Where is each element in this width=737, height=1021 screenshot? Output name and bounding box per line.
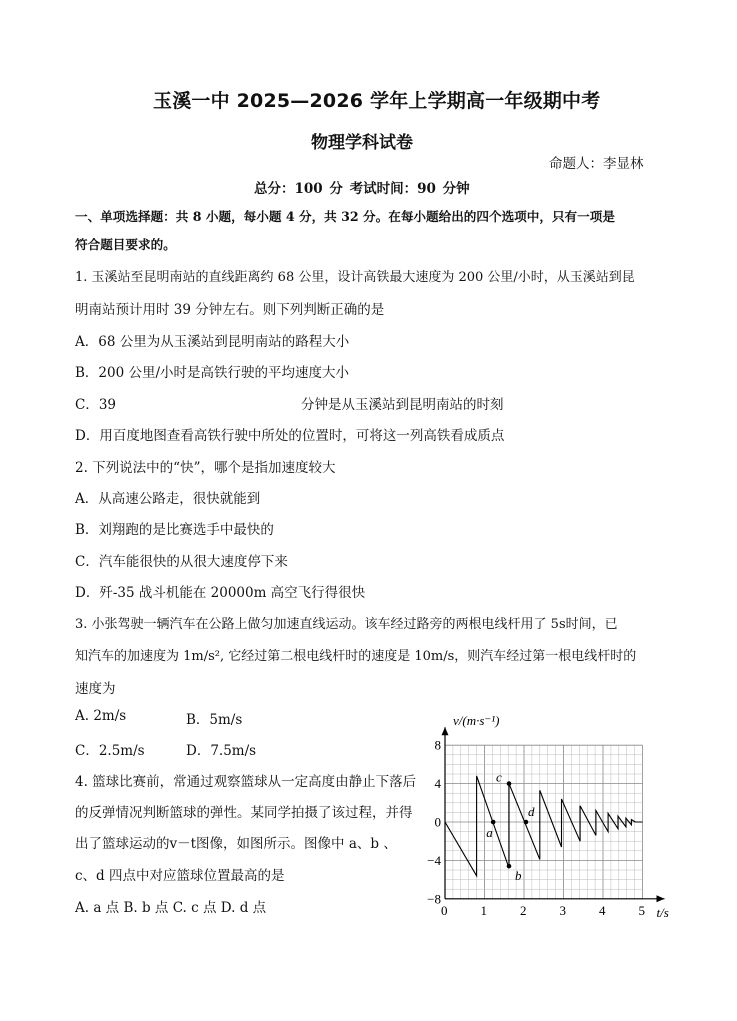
y-tick-label: −8 <box>427 891 441 907</box>
x-tick-label: 0 <box>441 902 448 918</box>
q2-stem: 2. 下列说法中的“快”，哪个是指加速度较大 <box>75 460 336 476</box>
point-c <box>507 781 512 786</box>
q3-option-d: D．7.5m/s <box>186 743 257 759</box>
exam-score-time: 总分：100 分 考试时间：90 分钟 <box>254 181 470 197</box>
q3-option-b: B．5m/s <box>186 712 243 728</box>
q1-stem-line1: 1. 玉溪站至昆明南站的直线距离约 68 公里，设计高铁最大速度为 200 公里/小时，从玉溪站到昆 <box>75 270 635 285</box>
q1-option-c-prefix: C．39 <box>75 397 117 413</box>
q3-option-c: C．2.5m/s <box>75 743 145 759</box>
q4-options: A. a 点 B. b 点 C. c 点 D. d 点 <box>75 900 267 916</box>
q4-stem-line3: 出了篮球运动的v－t图像，如图所示。图像中 a、b 、 <box>75 836 397 852</box>
x-tick-label: 4 <box>599 902 606 918</box>
q3-stem-line3: 速度为 <box>75 681 116 697</box>
point-a <box>491 820 496 825</box>
y-tick-label: 8 <box>434 737 441 753</box>
section1-line1: 一、单项选择题：共 8 小题，每小题 4 分，共 32 分。在每小题给出的四个选项中，只有一项是 <box>75 209 615 224</box>
chart-axes <box>442 727 665 902</box>
exam-title: 玉溪一中 2025—2026 学年上学期高一年级期中考 <box>153 90 601 112</box>
q4-stem-line2: 的反弹情况判断篮球的弹性。某同学拍摄了该过程，并得 <box>75 805 413 821</box>
exam-author: 命题人：李显林 <box>549 156 644 172</box>
q4-stem-line1: 4. 篮球比赛前，常通过观察篮球从一定高度由静止下落后 <box>75 774 417 790</box>
exam-subtitle: 物理学科试卷 <box>311 133 413 153</box>
q1-option-a: A．68 公里为从玉溪站到昆明南站的路程大小 <box>75 334 350 350</box>
y-axis-arrow <box>442 727 449 735</box>
q2-option-a: A．从高速公路走，很快就能到 <box>75 491 261 507</box>
q3-stem-line1: 3. 小张驾驶一辆汽车在公路上做匀加速直线运动。该车经过路旁的两根电线杆用了 5s时间，已 <box>75 617 618 632</box>
vt-graph <box>410 712 680 922</box>
q1-option-b: B．200 公里/小时是高铁行驶的平均速度大小 <box>75 365 350 381</box>
y-tick-label: 0 <box>434 814 441 830</box>
y-tick-label: −4 <box>427 852 441 868</box>
q4-stem-line4: c、d 四点中对应篮球位置最高的是 <box>75 868 285 884</box>
q2-option-b: B．刘翔跑的是比赛选手中最快的 <box>75 522 274 538</box>
q2-option-d: D．歼-35 战斗机能在 20000m 高空飞行得很快 <box>75 585 366 601</box>
series-line <box>445 776 643 876</box>
point-label-b: b <box>514 868 522 884</box>
section1-line2: 符合题目要求的。 <box>75 237 176 252</box>
x-tick-label: 2 <box>520 902 527 918</box>
point-label-a: a <box>486 825 493 840</box>
q3-stem-line2: 知汽车的加速度为 1m/s², 它经过第二根电线杆时的速度是 10m/s，则汽车经过第一根电线杆时的 <box>75 649 637 664</box>
y-tick-label: 4 <box>434 776 441 792</box>
x-axis-label: t/s <box>656 904 669 920</box>
q3-option-a: A. 2m/s <box>75 708 127 724</box>
chart-grid <box>445 745 643 899</box>
chart-ticks <box>427 738 645 918</box>
x-axis-arrow <box>657 895 665 902</box>
point-label-c: c <box>495 769 502 785</box>
point-d <box>524 820 529 825</box>
y-axis-label: v/(m·s⁻¹) <box>453 713 500 729</box>
point-label-d: d <box>527 804 535 819</box>
x-tick-label: 3 <box>559 902 566 918</box>
chart-series <box>445 776 643 876</box>
q1-option-c-rest: 分钟是从玉溪站到昆明南站的时刻 <box>301 397 504 413</box>
x-tick-label: 1 <box>480 902 487 918</box>
point-b <box>507 864 512 869</box>
q1-stem-line2: 明南站预计用时 39 分钟左右。则下列判断正确的是 <box>75 302 385 318</box>
q2-option-c: C．汽车能很快的从很大速度停下来 <box>75 554 288 570</box>
q1-option-d: D．用百度地图查看高铁行驶中所处的位置时，可将这一列高铁看成质点 <box>75 428 505 444</box>
x-tick-label: 5 <box>638 902 645 918</box>
